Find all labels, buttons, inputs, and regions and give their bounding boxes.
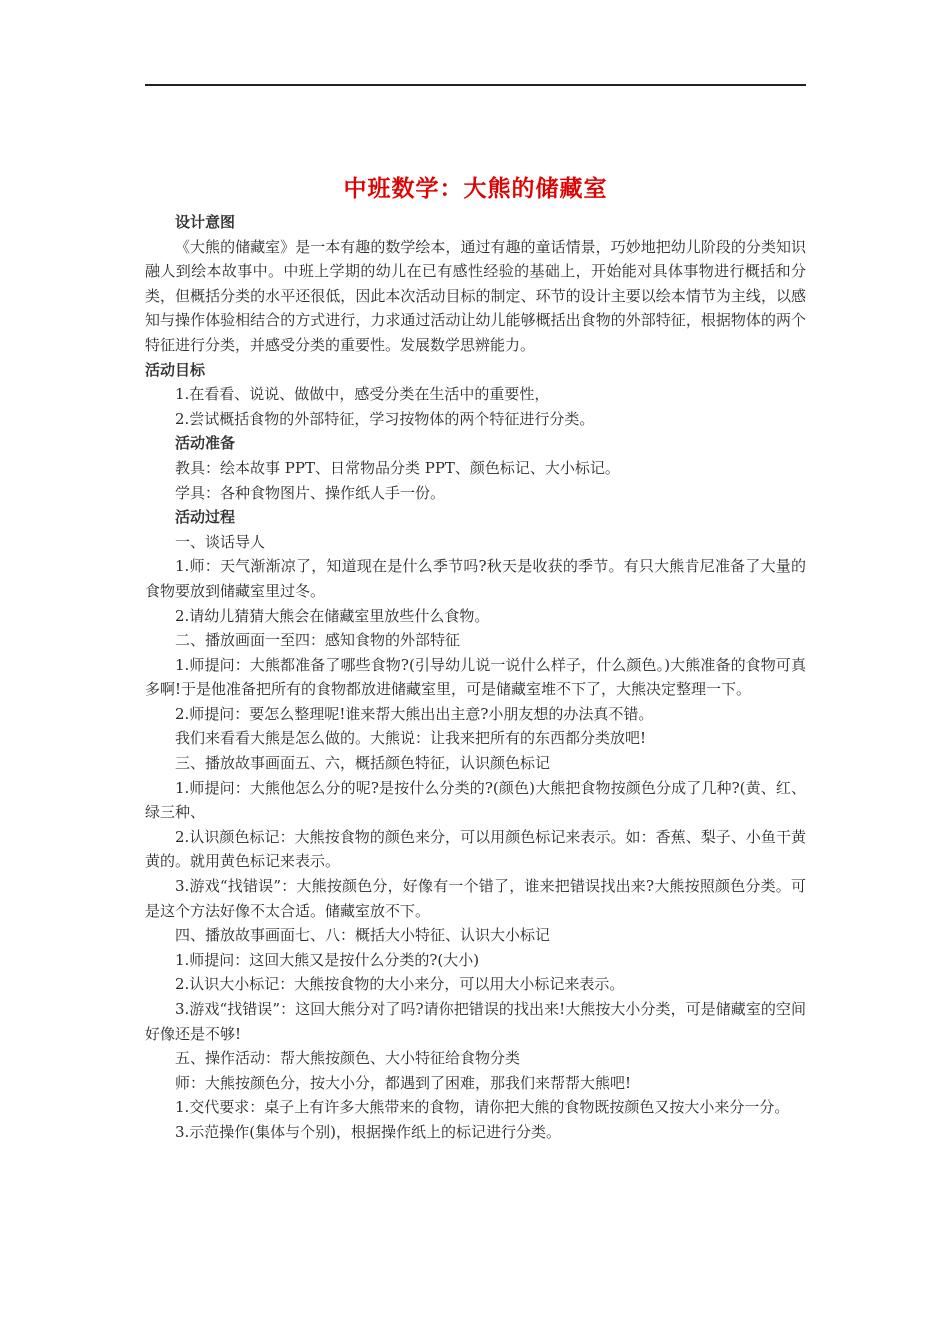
process-step: 一、谈话导人	[175, 532, 266, 551]
process-step: 1.师：天气渐渐凉了，知道现在是什么季节吗?秋天是收获的季节。有只大熊肯尼准备了大量的食物要放到储藏室里过冬。	[145, 557, 806, 600]
preparation-item: 教具：绘本故事 PPT、日常物品分类 PPT、颜色标记、大小标记。	[175, 458, 620, 477]
process-step: 我们来看看大熊是怎么做的。大熊说：让我来把所有的东西都分类放吧!	[175, 729, 647, 748]
preparation-item: 学具：各种食物图片、操作纸人手一份。	[175, 483, 446, 502]
process-step: 1.师提问：大熊都准备了哪些食物?(引导幼儿说一说什么样子，什么颜色。)大熊准备的食物可真多啊!于是他准备把所有的食物都放进储藏室里，可是储藏室堆不下了，大熊决定整理一下。	[145, 655, 806, 699]
process-step: 师：大熊按颜色分，按大小分，都遇到了困难，那我们来帮帮大熊吧!	[175, 1073, 632, 1092]
goals-heading: 活动目标	[145, 360, 206, 379]
process-heading: 活动过程	[175, 508, 236, 527]
design-intent-heading: 设计意图	[175, 213, 236, 231]
process-step: 1.师提问：这回大熊又是按什么分类的?(大小)	[175, 950, 480, 969]
header-rule	[145, 84, 806, 86]
process-step: 2.认识大小标记：大熊按食物的大小来分，可以用大小标记来表示。	[175, 975, 625, 994]
process-step: 2.请幼儿猜猜大熊会在储藏室里放些什么食物。	[175, 606, 490, 625]
document-body	[145, 210, 806, 1145]
preparation-heading: 活动准备	[175, 434, 236, 453]
process-step: 五、操作活动：帮大熊按颜色、大小特征给食物分类	[175, 1049, 521, 1068]
process-step: 二、播放画面一至四：感知食物的外部特征	[175, 631, 461, 650]
process-step: 1.交代要求：桌子上有许多大熊带来的食物，请你把大熊的食物既按颜色又按大小来分一分。	[175, 1098, 790, 1117]
process-step: 3.游戏“找错误”：大熊按颜色分，好像有一个错了，谁来把错误找出来?大熊按照颜色分类。可是这个方法好像不太合适。储藏室放不下。	[145, 877, 806, 920]
process-step: 1.师提问：大熊他怎么分的呢?是按什么分类的?(颜色)大熊把食物按颜色分成了几种?(黄、红、绿三种、	[145, 778, 806, 822]
design-intent-paragraph: 《大熊的储藏室》是一本有趣的数学绘本，通过有趣的童话情景，巧妙地把幼儿阶段的分类知识融人到绘本故事中。中班上学期的幼儿在已有感性经验的基础上，开始能对具体事物进行概括和分类，但概括分类的水平还很低，因此本次活动目标的制定、环节的设计主要以绘本情节为主线，以感知与操作体验相结合的方式进行，力求通过活动让幼儿能够概括出食物的外部特征，根据物体的两个特征进行分类，并感受分类的重要性。发展数学思辨能力。	[145, 237, 806, 354]
process-step: 四、播放故事画面七、八：概括大小特征、认识大小标记	[175, 926, 551, 945]
goal-item: 2.尝试概括食物的外部特征，学习按物体的两个特征进行分类。	[175, 409, 595, 428]
process-step: 2.师提问：要怎么整理呢!谁来帮大熊出出主意?小朋友想的办法真不错。	[175, 704, 654, 723]
process-step: 2.认识颜色标记：大熊按食物的颜色来分，可以用颜色标记来表示。如：香蕉、梨子、小鱼干黄黄的。就用黄色标记来表示。	[145, 827, 806, 871]
document-title: 中班数学：大熊的储藏室	[343, 176, 608, 202]
process-step: 3.游戏“找错误”：这回大熊分对了吗?请你把错误的找出来!大熊按大小分类，可是储藏室的空间好像还是不够!	[145, 1000, 806, 1043]
goal-item: 1.在看看、说说、做做中，感受分类在生活中的重要性，	[175, 385, 550, 404]
process-step: 3.示范操作(集体与个别)，根据操作纸上的标记进行分类。	[175, 1122, 562, 1141]
process-step: 三、播放故事画面五、六，概括颜色特征，认识颜色标记	[175, 754, 551, 773]
